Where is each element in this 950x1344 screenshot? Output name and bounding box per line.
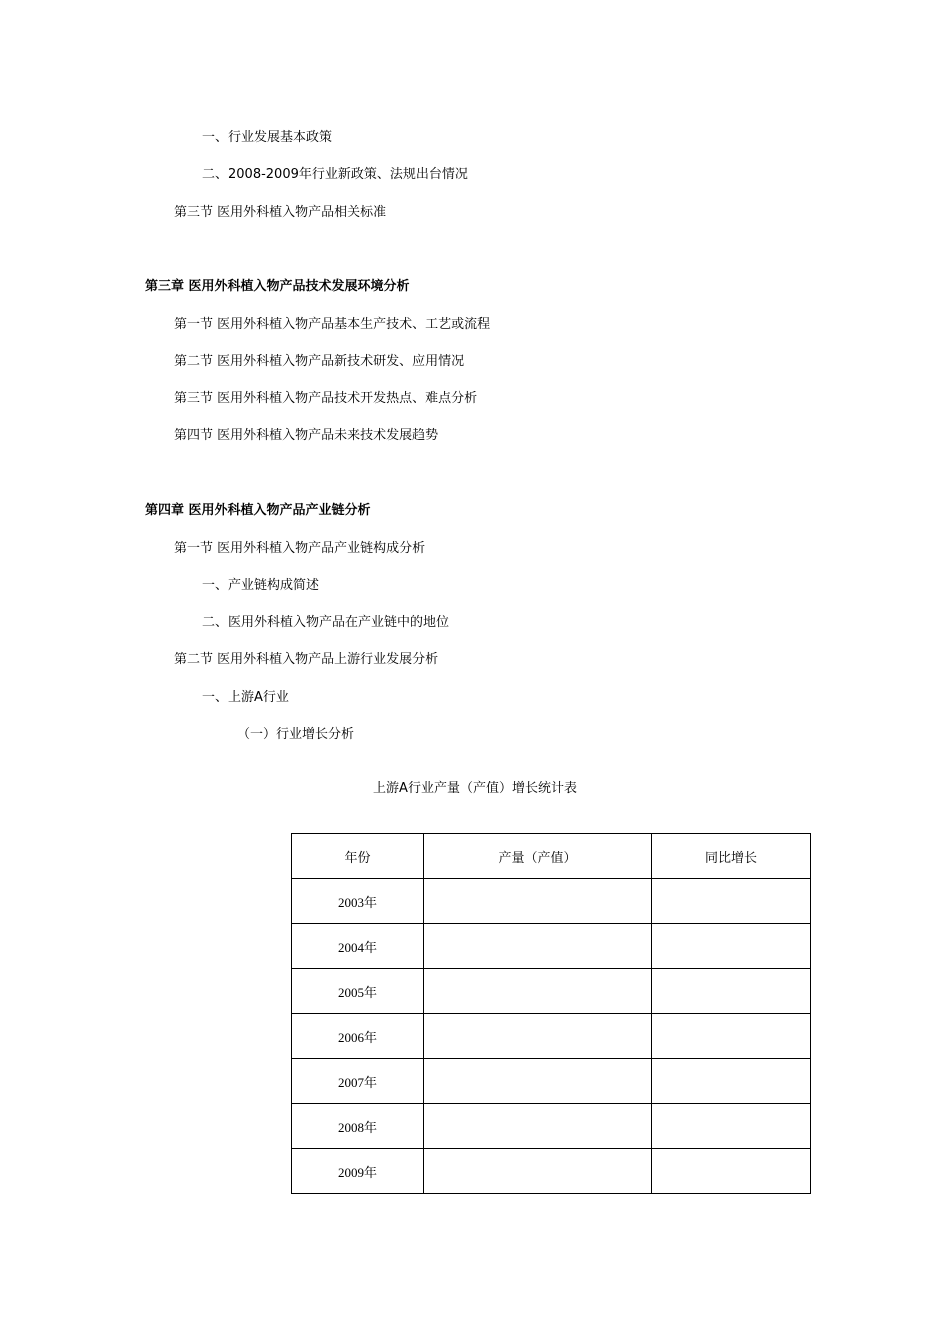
table-row xyxy=(292,1059,811,1104)
table-row xyxy=(292,879,811,924)
year-cell: 2005年 xyxy=(292,969,424,1014)
table-header-row xyxy=(292,834,811,879)
year-cell: 2007年 xyxy=(292,1059,424,1104)
year-cell: 2004年 xyxy=(292,924,424,969)
growth-cell xyxy=(652,1014,811,1059)
toc-item-chain-summary: 一、产业链构成简述 xyxy=(202,578,320,593)
year-cell: 2003年 xyxy=(292,879,424,924)
table-row xyxy=(292,969,811,1014)
toc-section-tech-hotspots: 第三节 医用外科植入物产品技术开发热点、难点分析 xyxy=(174,391,478,406)
toc-section-new-tech: 第二节 医用外科植入物产品新技术研发、应用情况 xyxy=(174,354,465,369)
toc-item-new-regulations: 二、2008-2009年行业新政策、法规出台情况 xyxy=(202,167,468,182)
table-row xyxy=(292,924,811,969)
toc-item-chain-position: 二、医用外科植入物产品在产业链中的地位 xyxy=(202,615,450,630)
growth-cell xyxy=(652,879,811,924)
toc-item-policy: 一、行业发展基本政策 xyxy=(202,130,333,145)
output-cell xyxy=(424,879,652,924)
growth-cell xyxy=(652,1104,811,1149)
toc-section-basic-tech: 第一节 医用外科植入物产品基本生产技术、工艺或流程 xyxy=(174,317,491,332)
year-cell: 2008年 xyxy=(292,1104,424,1149)
toc-chapter-3: 第三章 医用外科植入物产品技术发展环境分析 xyxy=(145,279,410,294)
toc-chapter-4: 第四章 医用外科植入物产品产业链分析 xyxy=(145,503,371,518)
output-cell xyxy=(424,1149,652,1194)
output-cell xyxy=(424,924,652,969)
year-cell: 2009年 xyxy=(292,1149,424,1194)
toc-section-tech-trends: 第四节 医用外科植入物产品未来技术发展趋势 xyxy=(174,428,439,443)
year-cell: 2006年 xyxy=(292,1014,424,1059)
output-cell xyxy=(424,1059,652,1104)
header-year: 年份 xyxy=(292,834,424,879)
table-row xyxy=(292,1104,811,1149)
header-yoy-growth: 同比增长 xyxy=(652,834,811,879)
table-row xyxy=(292,1014,811,1059)
toc-section-upstream: 第二节 医用外科植入物产品上游行业发展分析 xyxy=(174,652,439,667)
output-cell xyxy=(424,1104,652,1149)
output-cell xyxy=(424,1014,652,1059)
growth-cell xyxy=(652,1149,811,1194)
growth-statistics-table xyxy=(291,833,811,1194)
header-output: 产量（产值） xyxy=(424,834,652,879)
toc-subitem-growth: （一）行业增长分析 xyxy=(237,727,355,742)
growth-cell xyxy=(652,1059,811,1104)
table-caption: 上游A行业产量（产值）增长统计表 xyxy=(373,781,577,796)
growth-cell xyxy=(652,969,811,1014)
toc-section-standards: 第三节 医用外科植入物产品相关标准 xyxy=(174,205,387,220)
output-cell xyxy=(424,969,652,1014)
table-row xyxy=(292,1149,811,1194)
toc-item-upstream-a: 一、上游A行业 xyxy=(202,690,289,705)
growth-cell xyxy=(652,924,811,969)
toc-section-chain-structure: 第一节 医用外科植入物产品产业链构成分析 xyxy=(174,541,426,556)
